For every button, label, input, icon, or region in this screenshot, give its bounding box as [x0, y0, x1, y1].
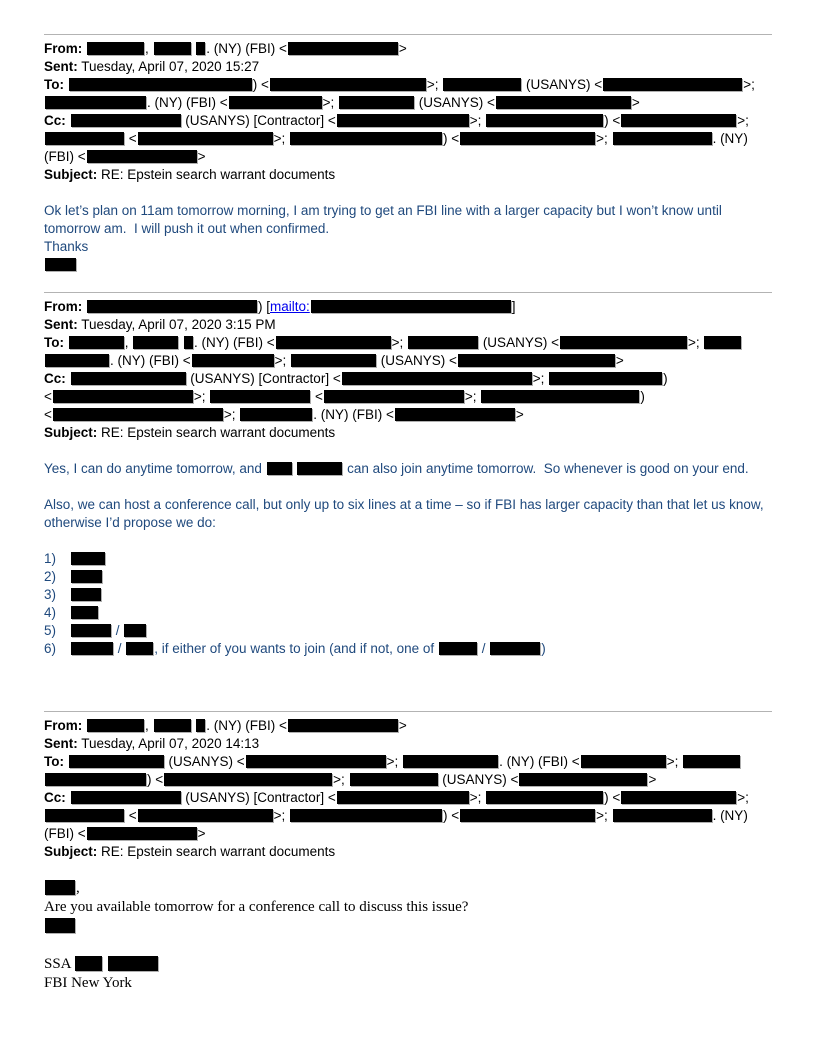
text-run: Ok let’s plan on 11am tomorrow morning, I am trying to get an FBI line with a larger capacity but I won’t know until — [44, 203, 722, 218]
body-line — [44, 586, 772, 604]
text-run: >; — [743, 77, 755, 92]
redaction-bar — [276, 336, 391, 349]
text-run: . (NY) (FBI) < — [206, 41, 287, 56]
text-run: . (NY) (FBI) < — [194, 335, 275, 350]
text-run: . (NY) — [712, 131, 748, 146]
redaction-bar — [71, 372, 186, 385]
text-run: > — [398, 718, 407, 733]
header-field-label: Sent: — [44, 317, 78, 332]
header-line — [44, 76, 772, 94]
redaction-bar — [154, 42, 191, 55]
text-run: >; — [333, 772, 349, 787]
text-run: Are you available tomorrow for a conference call to discuss this issue? — [44, 899, 469, 915]
header-line — [44, 112, 772, 130]
redaction-bar — [108, 956, 158, 971]
text-run: >; — [322, 95, 339, 110]
header-field-label: To: — [44, 754, 64, 769]
body-line — [44, 202, 772, 220]
redaction-bar — [311, 300, 511, 313]
redaction-bar — [496, 96, 631, 109]
text-run: >; — [737, 113, 749, 128]
text-run — [64, 754, 68, 769]
header-line — [44, 316, 772, 334]
text-run: RE: Epstein search warrant documents — [97, 425, 336, 440]
text-run: ) [ — [258, 299, 271, 314]
body-line — [44, 604, 772, 622]
text-run: , — [76, 880, 80, 896]
text-run: < — [125, 131, 137, 146]
redaction-bar — [288, 42, 398, 55]
text-run: >; — [464, 389, 481, 404]
text-run: < — [311, 389, 323, 404]
body-line — [44, 917, 772, 936]
redaction-bar — [460, 809, 595, 822]
redaction-bar — [45, 258, 76, 271]
header-line — [44, 40, 772, 58]
text-run: >; — [426, 77, 443, 92]
body-line — [44, 955, 772, 974]
header-line — [44, 424, 772, 442]
list-number: 5) — [44, 623, 57, 638]
body-line — [44, 568, 772, 586]
redaction-bar — [87, 827, 197, 840]
text-run: (USANYS) < — [522, 77, 603, 92]
redaction-bar — [69, 336, 124, 349]
redaction-bar — [87, 42, 144, 55]
list-number: 3) — [44, 587, 57, 602]
header-line — [44, 717, 772, 735]
redaction-bar — [297, 462, 342, 475]
email-3 — [44, 711, 772, 993]
text-run: Thanks — [44, 239, 89, 254]
body-line — [44, 550, 772, 568]
blank-line — [44, 478, 772, 496]
text-run: , if either of you wants to join (and if not, one of — [154, 641, 438, 656]
text-run: < — [44, 407, 52, 422]
redaction-bar — [270, 78, 426, 91]
text-run: >; — [737, 790, 749, 805]
text-run: >; — [596, 131, 612, 146]
text-run — [82, 41, 86, 56]
text-run — [82, 718, 86, 733]
redaction-bar — [350, 773, 438, 786]
header-line — [44, 334, 772, 352]
text-run: (USANYS) < — [377, 353, 457, 368]
redaction-bar — [229, 96, 322, 109]
redaction-bar — [324, 390, 464, 403]
redaction-bar — [75, 956, 102, 971]
redaction-bar — [45, 132, 124, 145]
redaction-bar — [45, 918, 75, 933]
redaction-bar — [613, 809, 712, 822]
body-line — [44, 879, 772, 898]
redaction-bar — [71, 624, 111, 637]
text-run: ) < — [443, 808, 460, 823]
mailto-link[interactable]: mailto: — [270, 299, 310, 314]
text-run — [103, 956, 107, 972]
body-line — [44, 496, 772, 514]
redaction-bar — [613, 132, 712, 145]
redaction-bar — [342, 372, 532, 385]
redaction-bar — [458, 354, 615, 367]
text-run: >; — [273, 131, 290, 146]
body-line — [44, 622, 772, 640]
redaction-bar — [196, 719, 205, 732]
text-run: (USANYS) < — [415, 95, 495, 110]
email-body — [44, 202, 772, 274]
text-run: >; — [274, 353, 291, 368]
body-line — [44, 514, 772, 532]
redaction-bar — [45, 773, 146, 786]
header-field-label: From: — [44, 718, 83, 733]
text-run: >; — [386, 754, 403, 769]
text-run: / — [477, 641, 490, 656]
text-run: , — [145, 41, 153, 56]
text-run: . (NY) (FBI) < — [313, 407, 394, 422]
text-run — [82, 299, 86, 314]
redaction-bar — [53, 408, 223, 421]
text-run: (FBI) < — [44, 149, 86, 164]
text-run: ) < — [443, 131, 460, 146]
redaction-bar — [560, 336, 687, 349]
body-line — [44, 238, 772, 256]
redaction-bar — [71, 791, 181, 804]
text-run — [66, 113, 70, 128]
list-number: 2) — [44, 569, 57, 584]
email-header — [44, 298, 772, 442]
text-run: RE: Epstein search warrant documents — [97, 167, 336, 182]
text-run: . (NY) (FBI) < — [499, 754, 580, 769]
text-run: RE: Epstein search warrant documents — [97, 844, 336, 859]
redaction-bar — [87, 719, 144, 732]
redaction-bar — [246, 755, 386, 768]
redaction-bar — [69, 755, 164, 768]
header-field-label: Sent: — [44, 736, 78, 751]
redaction-bar — [621, 114, 736, 127]
redaction-bar — [267, 462, 292, 475]
text-run: ) < — [604, 113, 621, 128]
text-run: >; — [596, 808, 612, 823]
redaction-bar — [290, 132, 442, 145]
header-line — [44, 352, 772, 370]
text-run — [179, 335, 183, 350]
redaction-bar — [71, 114, 181, 127]
redaction-bar — [581, 755, 666, 768]
redaction-bar — [339, 96, 414, 109]
header-line — [44, 166, 772, 184]
text-run: otherwise I’d propose we do: — [44, 515, 216, 530]
redaction-bar — [288, 719, 398, 732]
text-run: >; — [532, 371, 549, 386]
text-run: FBI New York — [44, 975, 132, 991]
redaction-bar — [490, 642, 540, 655]
redaction-bar — [395, 408, 515, 421]
header-field-label: Cc: — [44, 113, 66, 128]
text-run — [192, 718, 196, 733]
header-field-label: From: — [44, 41, 83, 56]
text-run: ) < — [147, 772, 164, 787]
text-run: tomorrow am. I will push it out when confirmed. — [44, 221, 330, 236]
redaction-bar — [71, 552, 105, 565]
body-line — [44, 460, 772, 478]
blank-line — [44, 532, 772, 550]
text-run — [64, 335, 68, 350]
text-run — [66, 371, 70, 386]
text-run: < — [44, 389, 52, 404]
redaction-bar — [403, 755, 498, 768]
email-body — [44, 879, 772, 993]
text-run: ) — [663, 371, 668, 386]
redaction-bar — [45, 809, 124, 822]
header-field-label: Sent: — [44, 59, 78, 74]
text-run: >; — [666, 754, 683, 769]
text-run — [64, 77, 68, 92]
redaction-bar — [408, 336, 478, 349]
text-run: (USANYS) [Contractor] < — [181, 790, 336, 805]
redaction-bar — [290, 809, 442, 822]
text-run: ) — [640, 389, 645, 404]
header-line — [44, 789, 772, 807]
redaction-bar — [45, 96, 146, 109]
body-line — [44, 974, 772, 993]
email-2 — [44, 292, 772, 658]
email-body — [44, 460, 772, 658]
redaction-bar — [126, 642, 153, 655]
header-line — [44, 94, 772, 112]
redaction-bar — [192, 354, 274, 367]
header-line — [44, 388, 772, 406]
header-field-label: To: — [44, 77, 64, 92]
text-run: , — [145, 718, 153, 733]
text-run: ] — [511, 299, 516, 314]
redaction-bar — [69, 78, 252, 91]
redaction-bar — [45, 354, 109, 367]
text-run: >; — [391, 335, 408, 350]
text-run: (USANYS) < — [479, 335, 559, 350]
redaction-bar — [138, 132, 273, 145]
redaction-bar — [196, 42, 205, 55]
text-run: >; — [223, 407, 240, 422]
email-1 — [44, 34, 772, 274]
redaction-bar — [210, 390, 310, 403]
body-line — [44, 640, 772, 658]
text-run — [293, 461, 297, 476]
text-run: >; — [273, 808, 290, 823]
text-run: / — [114, 641, 126, 656]
redaction-bar — [87, 150, 197, 163]
text-run: Also, we can host a conference call, but only up to six lines at a time – so if FBI has larger capacity than that let us know, — [44, 497, 764, 512]
text-run: ) — [541, 641, 546, 656]
header-field-label: Subject: — [44, 167, 98, 182]
text-run: (USANYS) [Contractor] < — [186, 371, 341, 386]
redaction-bar — [621, 791, 736, 804]
header-field-label: Subject: — [44, 844, 98, 859]
text-run — [66, 790, 70, 805]
text-run: < — [125, 808, 137, 823]
redaction-bar — [460, 132, 595, 145]
redaction-bar — [486, 791, 603, 804]
text-run: (USANYS) < — [438, 772, 519, 787]
redaction-bar — [519, 773, 647, 786]
text-run: Tuesday, April 07, 2020 14:13 — [77, 736, 260, 751]
header-line — [44, 406, 772, 424]
text-run: > — [398, 41, 407, 56]
header-line — [44, 825, 772, 843]
body-line — [44, 898, 772, 917]
text-run: >; — [687, 335, 704, 350]
redaction-bar — [443, 78, 521, 91]
body-line — [44, 256, 772, 274]
header-line — [44, 771, 772, 789]
redaction-bar — [53, 390, 193, 403]
text-run: SSA — [44, 956, 75, 972]
redaction-bar — [683, 755, 740, 768]
text-run — [192, 41, 196, 56]
header-field-label: From: — [44, 299, 83, 314]
text-run: can also join anytime tomorrow. So whenever is good on your end. — [343, 461, 749, 476]
header-line — [44, 735, 772, 753]
redaction-bar — [124, 624, 146, 637]
redaction-bar — [71, 642, 113, 655]
list-number: 1) — [44, 551, 57, 566]
text-run: >; — [193, 389, 210, 404]
email-header — [44, 717, 772, 861]
text-run: > — [648, 772, 657, 787]
text-run: > — [197, 826, 206, 841]
text-run: > — [615, 353, 624, 368]
separator-rule — [44, 292, 772, 293]
header-line — [44, 148, 772, 166]
text-run: . (NY) — [712, 808, 748, 823]
text-run: > — [197, 149, 206, 164]
list-number: 4) — [44, 605, 57, 620]
header-line — [44, 370, 772, 388]
redaction-bar — [71, 588, 101, 601]
text-run: Yes, I can do anytime tomorrow, and — [44, 461, 266, 476]
text-run: Tuesday, April 07, 2020 3:15 PM — [77, 317, 276, 332]
redaction-bar — [486, 114, 603, 127]
redaction-bar — [138, 809, 273, 822]
text-run: ) < — [604, 790, 621, 805]
text-run: Tuesday, April 07, 2020 15:27 — [77, 59, 260, 74]
redaction-bar — [439, 642, 477, 655]
redaction-bar — [337, 114, 469, 127]
redaction-bar — [154, 719, 191, 732]
redaction-bar — [71, 570, 102, 583]
redaction-bar — [337, 791, 469, 804]
header-line — [44, 298, 772, 316]
redaction-bar — [549, 372, 662, 385]
redaction-bar — [184, 336, 193, 349]
redaction-bar — [603, 78, 742, 91]
text-run: (USANYS) < — [164, 754, 245, 769]
text-run: . (NY) (FBI) < — [110, 353, 191, 368]
text-run: (USANYS) [Contractor] < — [181, 113, 336, 128]
redaction-bar — [291, 354, 376, 367]
text-run: . (NY) (FBI) < — [206, 718, 287, 733]
text-run: > — [631, 95, 640, 110]
redaction-bar — [87, 300, 257, 313]
blank-line — [44, 936, 772, 955]
redaction-bar — [704, 336, 741, 349]
text-run: >; — [469, 113, 486, 128]
redaction-bar — [164, 773, 332, 786]
text-run: ) < — [252, 77, 269, 92]
header-line — [44, 130, 772, 148]
header-line — [44, 58, 772, 76]
header-field-label: To: — [44, 335, 64, 350]
redaction-bar — [481, 390, 639, 403]
separator-rule — [44, 711, 772, 712]
list-number: 6) — [44, 641, 57, 656]
header-field-label: Subject: — [44, 425, 98, 440]
separator-rule — [44, 34, 772, 35]
text-run: , — [124, 335, 133, 350]
redaction-bar — [133, 336, 178, 349]
email-header — [44, 40, 772, 184]
redaction-bar — [71, 606, 98, 619]
text-run: / — [112, 623, 124, 638]
text-run: > — [515, 407, 524, 422]
header-field-label: Cc: — [44, 790, 66, 805]
text-run: . (NY) (FBI) < — [147, 95, 228, 110]
header-field-label: Cc: — [44, 371, 66, 386]
text-run: (FBI) < — [44, 826, 86, 841]
header-line — [44, 753, 772, 771]
text-run: >; — [469, 790, 486, 805]
redaction-bar — [240, 408, 312, 421]
header-line — [44, 843, 772, 861]
header-line — [44, 807, 772, 825]
redaction-bar — [45, 880, 75, 895]
body-line — [44, 220, 772, 238]
